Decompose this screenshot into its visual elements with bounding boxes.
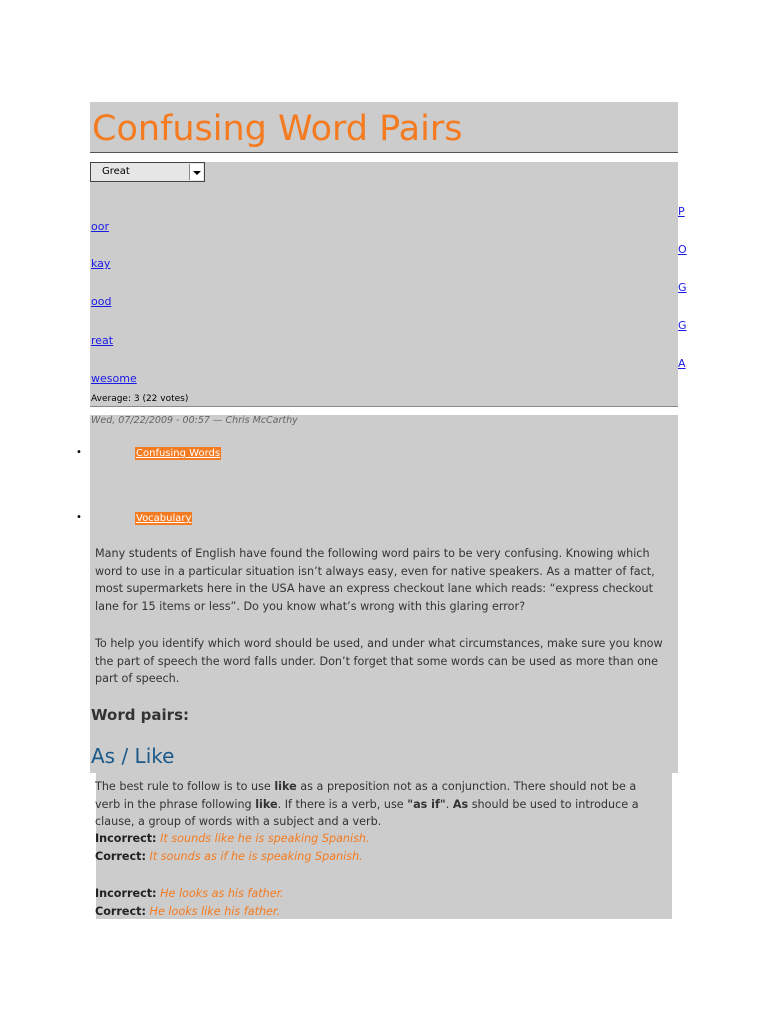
tag-bullet: • <box>76 447 82 458</box>
rating-letter-a[interactable]: A <box>678 357 686 370</box>
tag-vocabulary[interactable]: Vocabulary <box>136 513 192 524</box>
page-title: Confusing Word Pairs <box>92 109 463 149</box>
rating-average: Average: 3 (22 votes) <box>91 394 189 404</box>
section-heading-as-like: As / Like <box>91 744 175 768</box>
post-meta: Wed, 07/22/2009 - 00:57 — Chris McCarthy <box>91 415 298 426</box>
rating-select-value: Great <box>102 166 130 177</box>
example-correct: Correct: It sounds as if he is speaking Spanish. <box>95 850 363 863</box>
tag-confusing-words[interactable]: Confusing Words <box>136 448 221 459</box>
tag-bullet: • <box>76 512 82 523</box>
example-correct: Correct: He looks like his father. <box>95 905 281 918</box>
tags-panel <box>90 431 678 493</box>
rating-option-poor[interactable]: oor <box>91 220 109 233</box>
rating-panel <box>90 162 678 407</box>
chevron-down-icon[interactable] <box>189 164 203 180</box>
rating-option-awesome[interactable]: wesome <box>91 372 137 385</box>
example-incorrect: Incorrect: It sounds like he is speaking Spanish. <box>95 832 370 845</box>
rating-letter-o[interactable]: O <box>678 243 687 256</box>
intro-paragraph-1: Many students of English have found the following word pairs to be very confusing. Knowing which word to use in a particular situation isn’t always easy, even for native speakers. As a matter of fact, most supermarkets here in the USA have an express checkout lane which reads: “express checkout lane for 15 items or less”. Do you know what’s wrong with this glaring error? <box>95 547 655 613</box>
intro-paragraph-2: To help you identify which word should be used, and under what circumstances, make sure you know the part of speech the word falls under. Don’t forget that some words can be used as more than one part of speech. <box>95 637 663 686</box>
rating-option-great[interactable]: reat <box>91 334 114 347</box>
rule-paragraph: The best rule to follow is to use like as a preposition not as a conjunction. There should not be a verb in the phrase following like. If there is a verb, use "as if". As should be used to introduce a clause, a group of words with a subject and a verb. <box>95 780 639 829</box>
rating-select[interactable] <box>90 162 205 182</box>
rating-letter-p[interactable]: P <box>678 205 685 218</box>
rating-option-good[interactable]: ood <box>91 295 112 308</box>
rating-letter-g2[interactable]: G <box>678 319 687 332</box>
rating-option-okay[interactable]: kay <box>91 257 111 270</box>
heading-panel <box>90 687 678 773</box>
section-heading-word-pairs: Word pairs: <box>91 706 189 724</box>
example-incorrect: Incorrect: He looks as his father. <box>95 887 284 900</box>
rating-letter-g1[interactable]: G <box>678 281 687 294</box>
